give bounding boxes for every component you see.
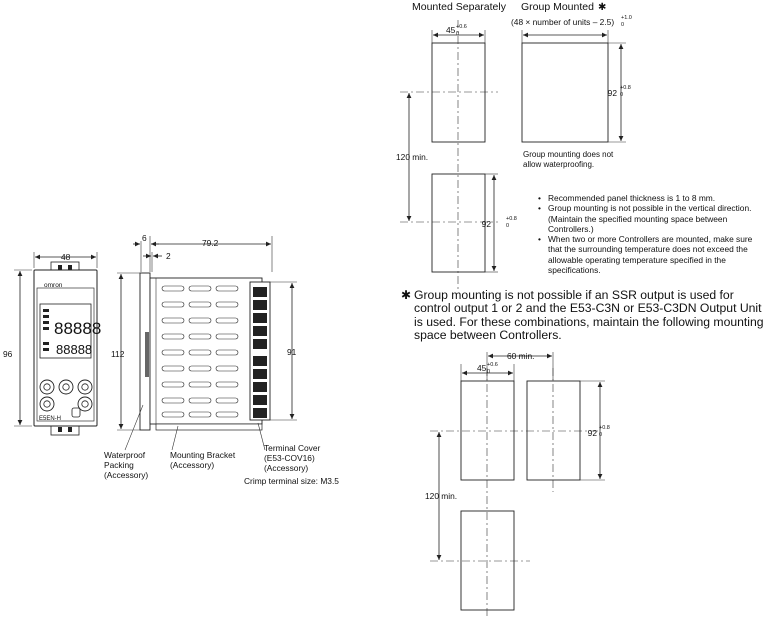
callout-bracket-1: Mounting Bracket bbox=[170, 450, 236, 460]
front-depth: 6 bbox=[142, 233, 147, 243]
mounting-notes bbox=[536, 193, 768, 275]
svg-text:0: 0 bbox=[599, 432, 603, 438]
body-height: 91 bbox=[287, 347, 297, 357]
svg-text:92: 92 bbox=[607, 88, 617, 98]
svg-text:92: 92 bbox=[481, 219, 491, 229]
controller-front-view bbox=[3, 252, 101, 435]
panel-cutout-ssr bbox=[425, 351, 610, 618]
svg-text:+0.8: +0.8 bbox=[506, 216, 517, 222]
ssr-note bbox=[401, 289, 771, 343]
group-note-line1: Group mounting does not bbox=[523, 150, 614, 159]
callout-packing-2: Packing bbox=[104, 460, 134, 470]
svg-text:+0.8: +0.8 bbox=[599, 425, 610, 431]
spacing-60: 60 min. bbox=[507, 351, 535, 361]
svg-text:0: 0 bbox=[506, 223, 510, 229]
model-label: E5EN-H bbox=[39, 416, 62, 422]
heading-mounted-separately: Mounted Separately bbox=[412, 1, 506, 13]
cutout-group bbox=[522, 43, 608, 142]
asterisk-mark: ✱ bbox=[598, 2, 607, 13]
svg-text:92: 92 bbox=[587, 428, 597, 438]
callout-bracket-2: (Accessory) bbox=[170, 460, 215, 470]
cutout-upper bbox=[432, 43, 485, 142]
callout-cover-3: (Accessory) bbox=[264, 463, 309, 473]
svg-text:+0.6: +0.6 bbox=[456, 24, 467, 30]
callout-cover-2: (E53-COV16) bbox=[264, 453, 315, 463]
overall-height: 112 bbox=[111, 349, 125, 359]
svg-text:0: 0 bbox=[487, 369, 491, 375]
group-note-line2: allow waterproofing. bbox=[523, 160, 595, 169]
svg-text:45: 45 bbox=[446, 25, 456, 35]
ssr-note-text: Group mounting is not possible if an SSR output is used for control output 1 or 2 and the E53-C3N or E53-C3DN Output Unit is used. For these combinations, maintain the following mounting space between Controllers. bbox=[414, 288, 764, 343]
group-formula-tol-zero: 0 bbox=[621, 22, 625, 28]
svg-text:+0.6: +0.6 bbox=[487, 362, 498, 368]
cutout-ssr-lower bbox=[461, 511, 514, 610]
note-temperature: • When two or more Controllers are mounted, make sure that the surrounding temperature does not exceed the allowable operating temperature specified in the specifications. bbox=[536, 234, 768, 275]
panel-cutout-group bbox=[522, 30, 631, 169]
callout-cover-1: Terminal Cover bbox=[264, 443, 321, 453]
display-lower: 88888 bbox=[56, 342, 93, 357]
cutout-lower bbox=[432, 174, 485, 272]
panel-cutout-separate bbox=[396, 20, 517, 290]
total-depth: 79.2 bbox=[202, 238, 219, 248]
bezel-dim: 2 bbox=[166, 251, 171, 261]
brand-logo: omron bbox=[44, 282, 63, 289]
front-height: 96 bbox=[3, 349, 13, 359]
spacing-120-ssr: 120 min. bbox=[425, 491, 458, 501]
ssr-asterisk: ✱ bbox=[401, 288, 412, 302]
heading-group-mounted: Group Mounted bbox=[521, 1, 594, 13]
svg-text:0: 0 bbox=[456, 31, 460, 37]
note-vertical-group: • Group mounting is not possible in the vertical direction. (Maintain the specified mounting space between Controllers.) bbox=[536, 203, 768, 234]
controller-side-view bbox=[111, 233, 297, 450]
svg-text:45: 45 bbox=[477, 363, 487, 373]
spacing-120: 120 min. bbox=[396, 152, 429, 162]
crimp-size: Crimp terminal size: M3.5 bbox=[244, 476, 339, 486]
display-upper: 88888 bbox=[54, 319, 102, 338]
front-width: 48 bbox=[61, 252, 71, 262]
svg-text:+0.8: +0.8 bbox=[620, 85, 631, 91]
svg-text:0: 0 bbox=[620, 92, 624, 98]
callout-packing-1: Waterproof bbox=[104, 450, 146, 460]
group-formula: (48 × number of units – 2.5) bbox=[511, 17, 615, 27]
group-formula-tol-plus: +1.0 bbox=[621, 15, 632, 21]
callout-packing-3: (Accessory) bbox=[104, 470, 149, 480]
note-panel-thickness: • Recommended panel thickness is 1 to 8 mm. bbox=[536, 193, 768, 203]
cutout-ssr-right bbox=[527, 381, 580, 480]
cutout-ssr-left bbox=[461, 381, 514, 480]
